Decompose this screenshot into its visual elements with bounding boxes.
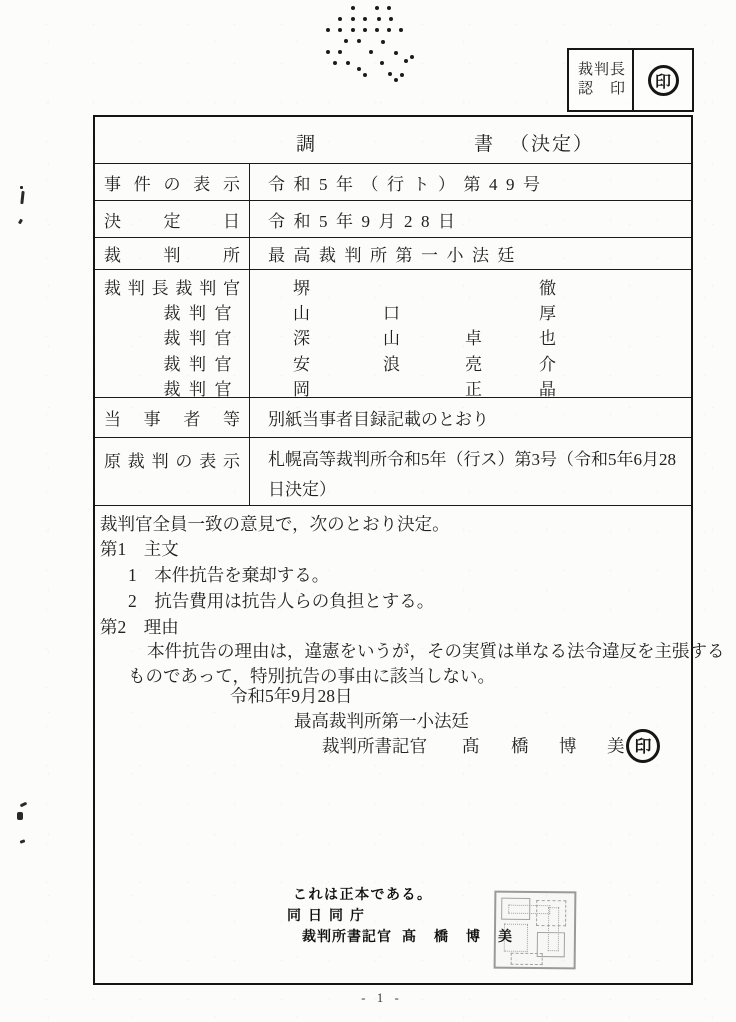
row-value: 札幌高等裁判所令和5年（行ス）第3号（令和5年6月28日決定） [268,450,676,499]
certification-clerk-name: 髙橋博美 [402,930,530,945]
margin-mark [17,812,23,820]
judges-labels [95,270,250,397]
judge-title: 裁判官 [163,354,240,374]
decision-body [95,506,725,980]
judge-name-char: 安 [293,354,310,374]
margin-mark [20,191,24,204]
title-word-right: 書 [474,134,494,155]
scan-dot-cluster [0,0,4,4]
row-value: 令和5年9月28日 [268,211,464,231]
judge-title: 裁判官 [163,304,240,324]
body-line-section1: 第1 主文 [100,539,179,559]
row-label [95,398,250,437]
judge-name-char: 浪 [383,354,400,374]
certification-same-day: 同日同庁 [287,909,371,924]
presiding-judge-approval-box [567,48,694,112]
judge-name-char: 堺 [293,279,310,298]
certification-statement: これは正本である。 [293,888,433,903]
judge-name-char: 徹 [539,279,556,298]
row-label-text: 決定日 [104,211,240,231]
body-line-reason-cont: ものであって，特別抗告の事由に該当しない。 [128,666,495,686]
row-label [95,201,250,237]
certification-clerk-role: 裁判所書記官 [302,930,392,945]
margin-mark [20,186,23,189]
table-row-judges [95,270,691,398]
judge-name-char: 正 [465,379,482,399]
approval-seal-cell [634,50,692,110]
margin-mark [20,802,28,808]
row-label-text: 事件の表示 [104,174,240,194]
clerk-signature-line [322,734,692,759]
body-line-court: 最高裁判所第一小法廷 [294,711,469,731]
certification-clerk-line [302,926,530,946]
clerk-name-char: 博 [559,736,577,756]
judge-name-char: 晶 [539,379,556,399]
clerk-name-char: 美 [607,736,625,756]
row-label-text: 原裁判の表示 [104,452,240,471]
judge-title: 裁判官 [163,329,240,349]
page-number: - 1 - [361,990,403,1005]
row-label [95,238,250,269]
judge-name-row [250,352,691,377]
row-label [95,164,250,200]
judge-name-char: 口 [383,304,400,324]
row-label-text: 当事者等 [104,410,240,429]
margin-mark [20,839,26,844]
title-word-left: 調 [296,134,316,155]
table-row-decision-date [95,201,691,238]
judge-title: 裁判官 [163,379,240,399]
body-line-section2: 第2 理由 [100,617,179,637]
judge-name-char: 山 [383,329,400,349]
table-row-original-decision [95,438,691,506]
judge-name-char: 深 [293,329,310,349]
approval-box-label [569,50,634,110]
body-line-reason: 本件抗告の理由は，違憲をいうが，その実質は単なる法令違反を主張する [147,641,725,661]
approval-label-line1: 裁判長 [578,62,627,78]
judge-name-char: 亮 [465,354,482,374]
judge-name-row [250,301,691,326]
title-qualifier: （決定） [510,134,595,155]
judge-name-char: 卓 [465,329,482,349]
table-row-case-number [95,164,691,201]
row-value: 別紙当事者目録記載のとおり [268,410,489,429]
judge-name-char: 也 [539,329,556,349]
row-label-text: 裁判所 [104,246,240,265]
clerk-name-char: 髙 [462,736,480,756]
judge-title-chief: 裁判長裁判官 [104,279,240,298]
judge-name-char: 厚 [539,304,556,324]
row-value: 令和5年（行ト）第49号 [268,174,549,194]
clerk-seal-icon: 印 [626,729,660,763]
judge-name-char: 山 [293,304,310,324]
table-row-court [95,238,691,270]
approval-label-line2: 認 印 [578,81,627,97]
judge-name-char: 介 [539,354,556,374]
document-frame [93,115,725,985]
row-value: 最高裁判所第一小法廷 [268,246,523,265]
body-line-item2: 2 抗告費用は抗告人らの負担とする。 [128,591,435,611]
table-row-parties [95,398,691,438]
document-title-row [95,117,691,164]
body-line: 裁判官全員一致の意見で，次のとおり決定。 [100,514,450,534]
clerk-name-char: 橋 [511,736,529,756]
judge-name-row [250,326,691,351]
body-line-date: 令和5年9月28日 [230,686,353,706]
judge-name-char: 岡 [293,379,310,399]
body-line-item1: 1 本件抗告を棄却する。 [128,565,330,585]
clerk-role: 裁判所書記官 [322,736,427,756]
row-label [95,438,250,505]
margin-mark [18,219,23,225]
judges-names [250,270,691,397]
judge-name-row [250,276,691,301]
approval-seal-icon: 印 [648,65,679,96]
